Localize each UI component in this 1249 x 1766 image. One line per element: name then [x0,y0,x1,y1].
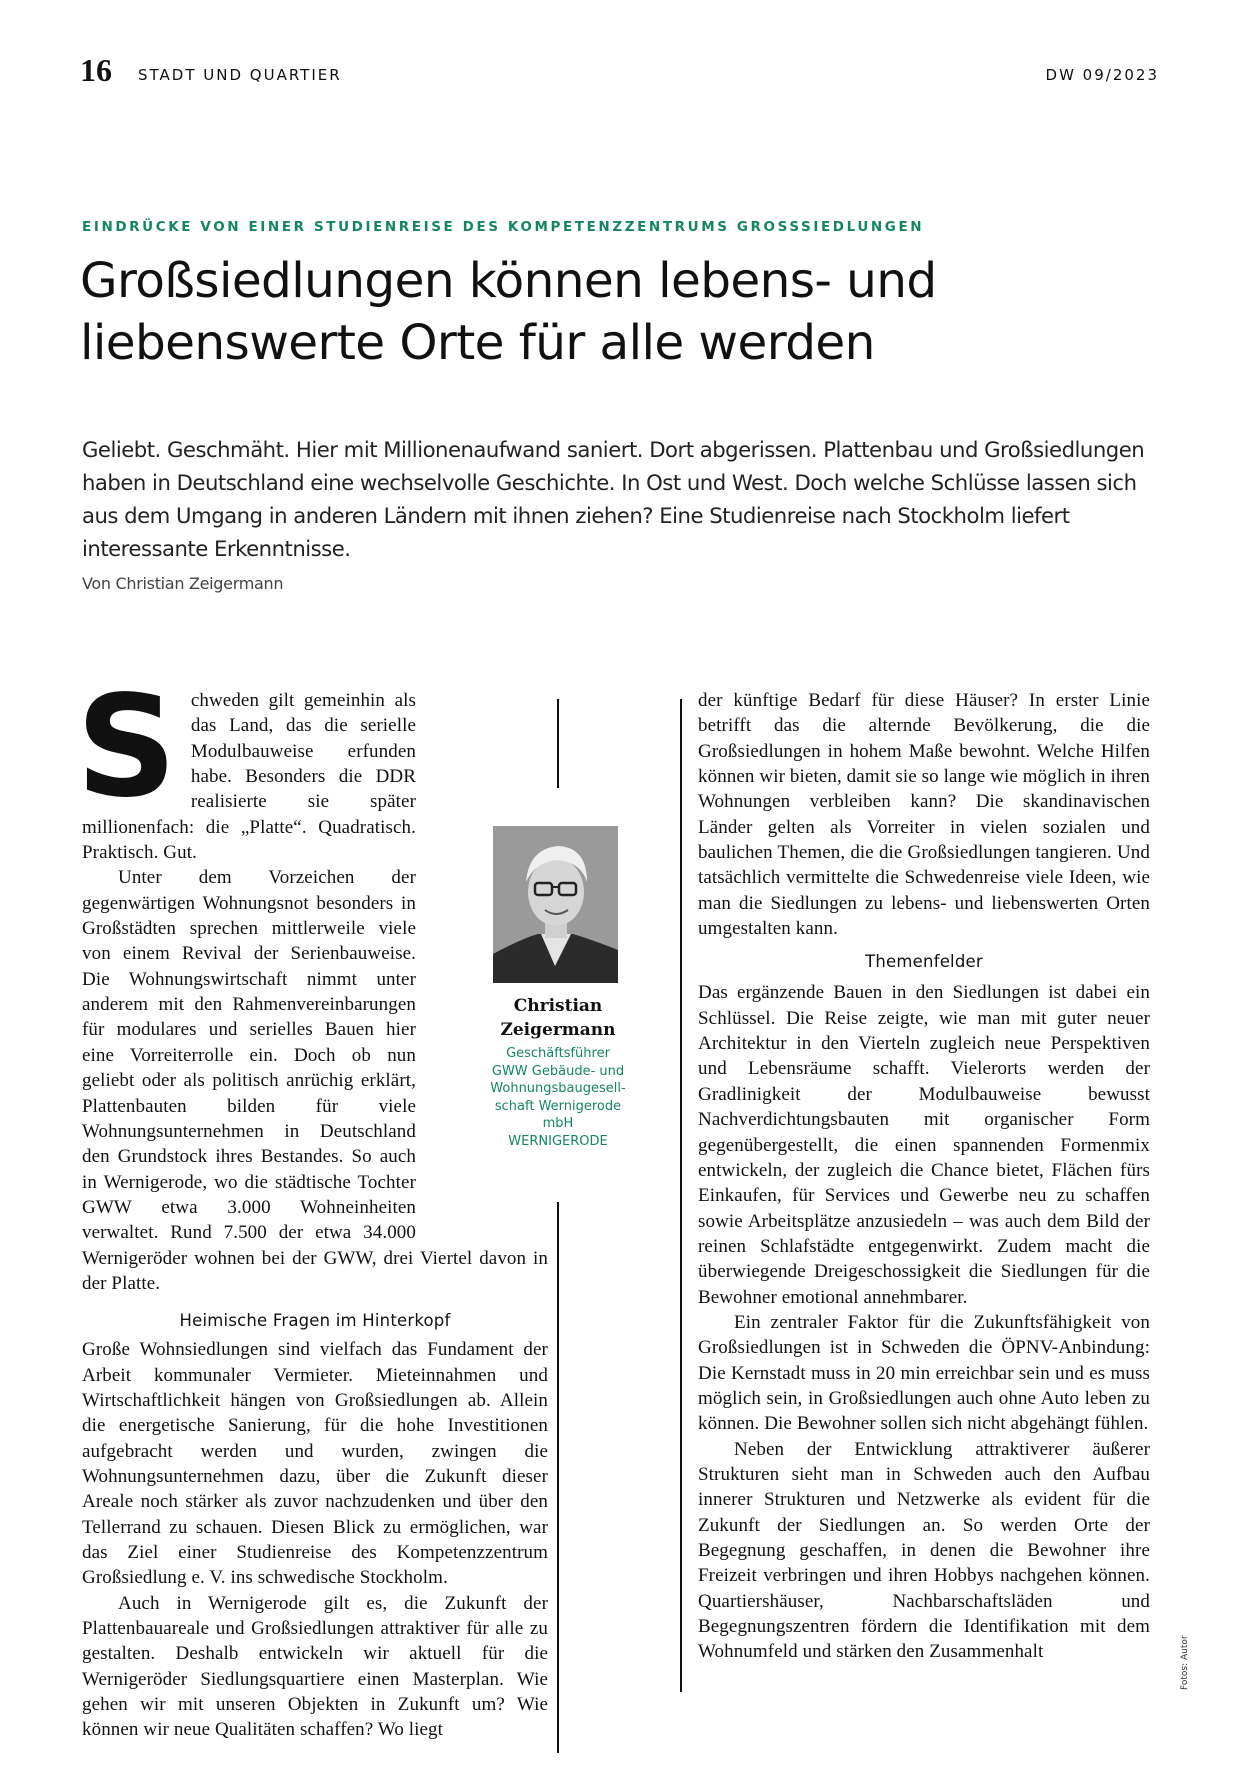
byline: Von Christian Zeigermann [82,574,284,593]
caption-role-line: WERNIGERODE [508,1133,608,1149]
column-rule [557,699,559,788]
paragraph: chweden gilt gemeinhin als das Land, das die serielle Modulbauweise erfunden habe. Besonders die DDR realisierte sie später millionenfach: die „Platte“. Quadratisch. Praktisch. Gut. [82,690,416,864]
left-column [76,666,548,1743]
portrait-caption [468,994,648,1150]
caption-role-line: mbH [542,1116,574,1131]
section-label: STADT UND QUARTIER [138,66,342,84]
caption-role-line: Geschäftsführer [506,1046,610,1061]
subheading: Heimische Fragen im Hinterkopf [179,1311,451,1331]
caption-name: Christian Zeigermann [500,996,616,1040]
headline [80,250,1180,374]
drop-cap: S [76,666,177,829]
headline-line: Großsiedlungen können lebens- und [80,253,937,309]
photo-credit: Fotos: Autor [1180,1635,1190,1690]
caption-role-line: Wohnungsbaugesell- [490,1081,626,1096]
subheading: Themenfelder [865,952,983,972]
issue-label: DW 09/2023 [1045,66,1159,84]
portrait-photo [493,826,618,983]
headline-line: liebenswerte Orte für alle werden [80,315,875,371]
paragraph: der künftige Bedarf für diese Häuser? In erster Linie betrifft das die alternde Bevölkerung, die die Großsiedlungen in hohem Maße bewohnt. Welche Hilfen können wir bieten, damit sie so lange wie möglich in ihren Wohnungen verbleiben kann? Die skandinavischen Länder gelten als Vorreiter in vielen sozialen und baulichen Themen, die die Großsiedlungen tangieren. Und tatsächlich vermittelte die Schwedenreise viele Ideen, wie man die Siedlungen zu lebens- und liebenswerten Orten umgestalten kann. [698,690,1150,940]
page-number: 16 [80,52,112,88]
caption-role-line: schaft Wernigerode [494,1098,622,1114]
paragraph: Neben der Entwicklung attraktiverer äußerer Strukturen sieht man in Schweden auch den Aufbau innerer Strukturen und Netzwerke als evident für die Zukunft der Siedlungen an. So werden Orte der Begegnung geschaffen, in denen die Bewohner ihre Freizeit verbringen und ihren Hobbys nachgehen können. Quartiershäuser, Nachbarschaftsläden und Begegnungszentren fördern die Identifikation mit dem Wohnumfeld und stärken den Zusammenhalt [698,1438,1150,1663]
paragraph: Unter dem Vorzeichen der gegenwärtigen Wohnungsnot besonders in Großstädten sprechen mittlerweile viele von einem Revival der Serienbauweise. Die Wohnungswirtschaft nimmt unter anderem mit den Rahmenvereinbarungen für modulares und serielles Bauen hier eine Vorreiterrolle ein. Doch ob nun geliebt oder als politisch anrüchig erklärt, Plattenbauten bilden für viele Wohnungsunternehmen in Deutschland den Grundstock ihres Bestandes. So auch in Wernigerode, wo die städtische Tochter GWW etwa 3.000 Wohneinheiten verwaltet. Rund 7.500 der etwa 34.000 Wernigeröder wohnen bei der GWW, drei Viertel davon in der Platte. [82,867,548,1294]
caption-role-line: GWW Gebäude- und [491,1063,625,1079]
paragraph: Das ergänzende Bauen in den Siedlungen ist dabei ein Schlüssel. Die Reise zeigte, wie man mit guter neuer Architektur in den Vierteln zugleich neue Perspektiven und Lebensräume schafft. Vielerorts werden der Gradlinigkeit der Modulbauweise bewusst Nachverdichtungsbauten mit organischer Form gegenübergestellt, die einen spannenden Formenmix entwickeln, der zugleich die Chance bietet, Flächen fürs Einkaufen, für Services und Gewerbe neu zu schaffen sowie Arbeitsplätze anzusiedeln – was auch dem Bild der reinen Schlafstädte entgegenwirkt. Zudem macht die überwiegende Dreigeschossigkeit die Siedlungen für die Bewohner emotional annehmbarer. [698,982,1150,1308]
right-column [698,688,1150,1665]
paragraph: Große Wohnsiedlungen sind vielfach das Fundament der Arbeit kommunaler Vermieter. Mieteinnahmen und Wirtschaftlichkeit hängen von Großsiedlungen ab. Allein die energetische Sanierung, für die hohe Investitionen aufgebracht werden und wurden, zwingen die Wohnungsunternehmen dazu, über die Zukunft dieser Areale noch stärker als zuvor nachzudenken und über den Tellerrand zu schauen. Diesen Blick zu ermöglichen, war das Ziel einer Studienreise des Kompetenzzentrum Großsiedlung e. V. ins schwedische Stockholm. [82,1339,548,1589]
column-rule [557,1202,559,1753]
paragraph: Auch in Wernigerode gilt es, die Zukunft der Plattenbauareale und Großsiedlungen attraktiver für alle zu gestalten. Deshalb entwickeln wir aktuell für die Wernigeröder Siedlungsquartiere einen Masterplan. Wie gehen wir mit unseren Objekten in Zukunft um? Wie können wir neue Qualitäten schaffen? Wo liegt [82,1592,548,1741]
caption-role [468,1045,648,1150]
paragraph: Ein zentraler Faktor für die Zukunftsfähigkeit von Großsiedlungen ist in Schweden die ÖPNV-Anbindung: Die Kernstadt muss in 20 min erreichbar sein und es muss möglich sein, in Großsiedlungen auch ohne Auto leben zu können. Die Bewohner sollen sich nicht abgehängt fühlen. [698,1311,1150,1435]
kicker: EINDRÜCKE VON EINER STUDIENREISE DES KOMPETENZZENTRUMS GROSSSIEDLUNGEN [82,219,925,235]
author-portrait [493,826,618,983]
lead-paragraph: Geliebt. Geschmäht. Hier mit Millionenaufwand saniert. Dort abgerissen. Plattenbau und Großsiedlungen haben in Deutschland eine wechselvolle Geschichte. In Ost und West. Doch welche Schlüsse lassen sich aus dem Umgang in anderen Ländern mit ihnen ziehen? Eine Studienreise nach Stockholm liefert interessante Erkenntnisse. [82,437,1145,561]
column-rule [680,699,682,1692]
